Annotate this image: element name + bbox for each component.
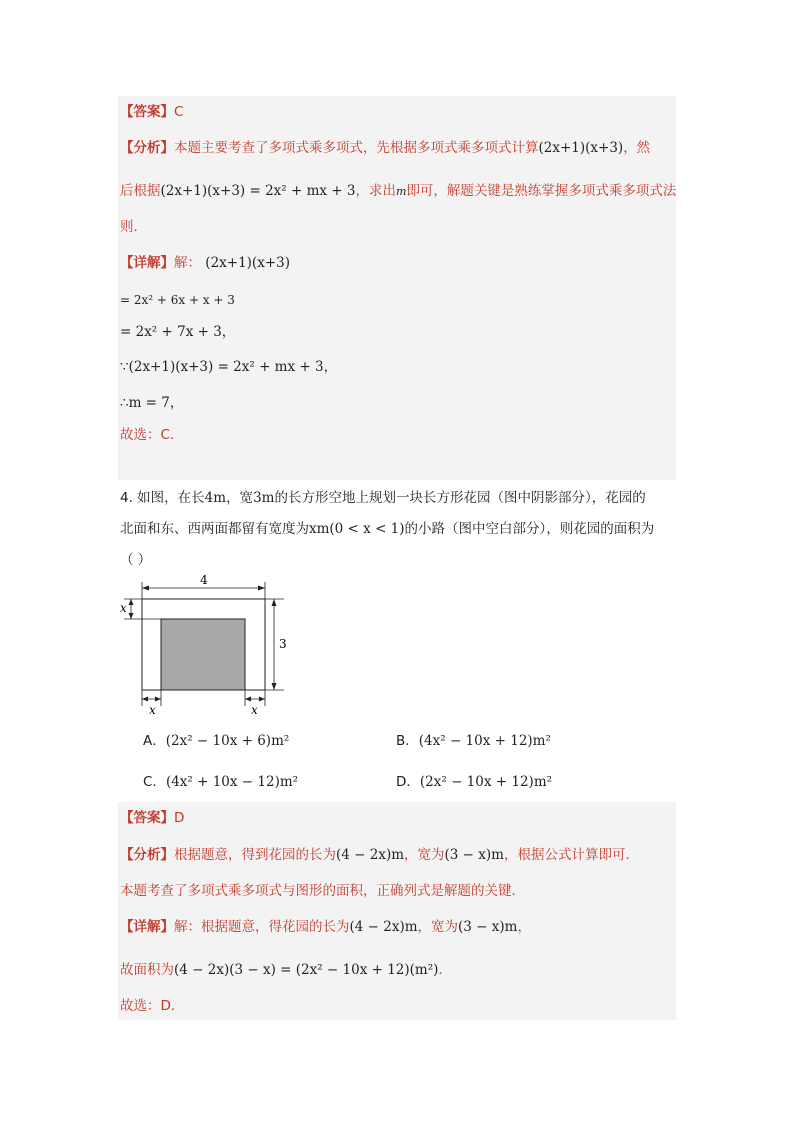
figure-x-left: x: [120, 601, 127, 615]
q3-step2: = 2x² + 7x + 3，: [120, 324, 236, 340]
q4-stem-line2: 北面和东、西两面都留有宽度为xm(0 < x < 1)的小路（图中空白部分），则花园的面积为: [120, 521, 655, 537]
q3-analysis-line2: 后根据(2x+1)(x+3) = 2x² + mx + 3，求出m即可，解题关键是熟练掌握多项式乘多项式法: [120, 183, 677, 199]
q4-analysis-line2: 本题考查了多项式乘多项式与图形的面积，正确列式是解题的关键．: [120, 883, 525, 899]
q4-analysis-line1: 【分析】根据题意，得到花园的长为(4 − 2x)m，宽为(3 − x)m，根据公式计算即可．: [120, 847, 639, 863]
option-b[interactable]: B．(4x² − 10x + 12)m²: [396, 733, 551, 749]
q4-answer: 【答案】D: [120, 810, 185, 826]
figure-right-label: 3: [279, 637, 287, 651]
q3-analysis-line3: 则．: [120, 219, 147, 235]
q3-step1: = 2x² + 6x + x + 3: [120, 293, 235, 307]
q3-step4: ∴m = 7，: [120, 395, 184, 411]
option-d[interactable]: D．(2x² − 10x + 12)m²: [396, 774, 553, 790]
q3-step3: ∵(2x+1)(x+3) = 2x² + mx + 3，: [120, 359, 338, 375]
q3-detail: 【详解】解： (2x+1)(x+3): [120, 255, 290, 271]
q4-detail: 【详解】解：根据题意，得花园的长为(4 − 2x)m，宽为(3 − x)m，: [120, 919, 531, 935]
outer-lot: [142, 599, 265, 690]
q3-conclusion: 故选：C．: [120, 427, 184, 443]
q3-answer: 【答案】C: [120, 104, 184, 120]
q4-stem-line1: 4. 如图，在长4m，宽3m的长方形空地上规划一块长方形花园（图中阴影部分），花园的: [120, 490, 646, 506]
q4-solution-block: [118, 802, 676, 1020]
garden-shaded: [161, 619, 245, 690]
option-c[interactable]: C．(4x² + 10x − 12)m²: [143, 774, 299, 790]
figure-x-bottom-left: x: [149, 703, 156, 717]
q4-conclusion: 故选：D．: [120, 998, 185, 1014]
q4-area: 故面积为(4 − 2x)(3 − x) = (2x² − 10x + 12)(m²)．: [120, 962, 452, 978]
figure-x-bottom-right: x: [251, 703, 258, 717]
q3-analysis-line1: 【分析】本题主要考查了多项式乘多项式，先根据多项式乘多项式计算(2x+1)(x+3)，然: [120, 140, 651, 156]
figure-top-label: 4: [200, 573, 208, 587]
option-a[interactable]: A．(2x² − 10x + 6)m²: [143, 733, 290, 749]
q4-stem-line3: （ ）: [120, 552, 152, 568]
